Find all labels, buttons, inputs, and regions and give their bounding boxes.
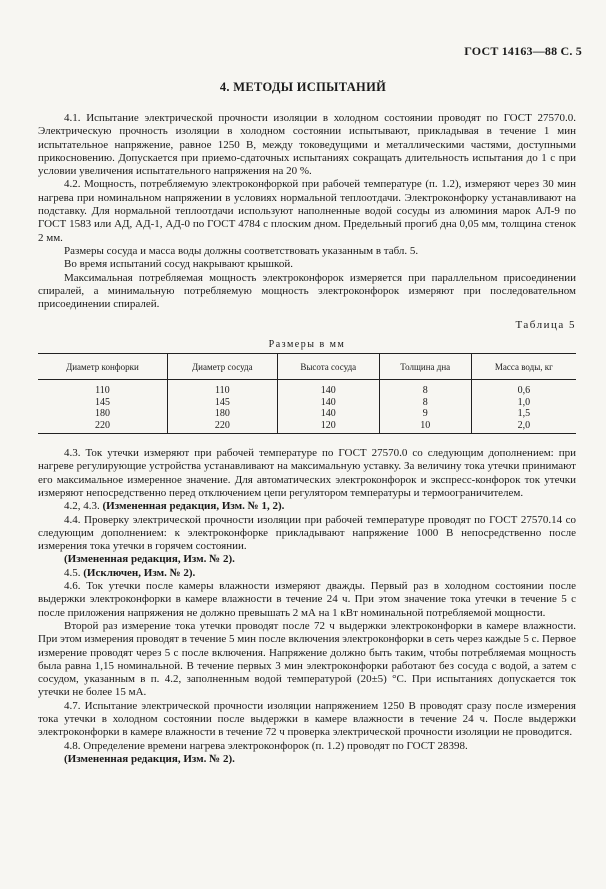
table-cell: 10 (379, 420, 471, 434)
paragraph-4-3: 4.3. Ток утечки измеряют при рабочей температуре по ГОСТ 27570.0 со следующим дополнением: при нагреве регулирующие устройства устанавливают на максимальную уставку. За величину тока утечки принимают его максимальное измеренное значение. Для автоматических электроконфорок и экспресс-конфорок ток утечки измеряют непосредственно перед отключением цепи регулятором температуры и термоограничителем. (38, 447, 576, 499)
table-cell: 8 (379, 380, 471, 397)
table-cell: 220 (38, 420, 167, 434)
table-header-row (38, 354, 576, 380)
paragraph-4-7: 4.7. Испытание электрической прочности изоляции напряжением 1250 В проводят сразу после измерения тока утечки в холодном состоянии после выдержки в камере влажности в течение 24 ч. После выдержки электроконфорки в камере влажности в течение 72 ч проверка электрической прочности изоляции не проводится. (38, 699, 576, 739)
table-cell: 180 (167, 408, 277, 420)
table-cell: 145 (94, 396, 110, 408)
table-cell: 1,5 (471, 408, 576, 420)
paragraph-4-6-second: Второй раз измерение тока утечки проводят после 72 ч выдержки электроконфорки в камере влажности. При этом измерения проводят в течение 5 мин после включения электроконфорки в сеть через каждые 5 с. Первое измерение проводят через 5 с после включения. Напряжение должно быть таким, чтобы потребляемая мощность была равна 1,15 номинальной. В течение первых 3 мин электроконфорки работают без сосуда с водой, а затем с сосудом, указанным в п. 4.2, заполненным водой температурой (20±5) °С. При испытаниях допускается ток утечки не более 15 мА. (38, 619, 576, 699)
table-cell: 110 (95, 385, 110, 397)
table-cell: 9 (379, 408, 471, 420)
col-header-water-mass: Масса воды, кг (471, 354, 576, 380)
table-units: Размеры в мм (268, 338, 346, 350)
table-cell: 180 (94, 408, 110, 420)
table-cell: 140 (277, 397, 379, 409)
page-header: ГОСТ 14163—88 С. 5 (464, 44, 582, 58)
paragraph-4-5-note: (Исключен, Изм. № 2). (83, 566, 196, 579)
col-header-vessel-height: Высота сосуда (277, 354, 379, 380)
table-cell: 220 (167, 420, 277, 434)
paragraph-4-6: 4.6. Ток утечки после камеры влажности измеряют дважды. Первый раз в холодном состоянии после выдержки электроконфорки в камере влажности в течение 24 ч. При этом значение тока утечки в течение 5 с после приложения напряжения не должно превышать 2 мА на 1 кВт номинальной потребляемой мощности. (38, 580, 576, 619)
paragraph-4-8: 4.8. Определение времени нагрева электроконфорок (п. 1.2) проводят по ГОСТ 28398. (64, 739, 468, 752)
col-header-vessel-diameter: Диаметр сосуда (167, 354, 277, 380)
paragraph-4-2: 4.2. Мощность, потребляемую электроконфоркой при рабочей температуре (п. 1.2), измеряют через 30 мин нагрева при номинальном напряжении в условиях нормальной теплоотдачи. Электроконфорку устанавливают на подставку. Для нормальной теплоотдачи используют наполненные водой сосуды из алюминия марок АЛ-9 по ГОСТ 1583 или АД, АД-1, АД-0 по ГОСТ 4784 с плоским дном. Предельный прогиб дна 0,05 мм, толщина стенок 2 мм. (38, 178, 576, 244)
table-cell: 120 (277, 420, 379, 434)
table-cell: 8 (379, 397, 471, 409)
paragraph-4-4: 4.4. Проверку электрической прочности изоляции при рабочей температуре проводят по ГОСТ 27570.14 со следующим дополнением: к электроконфорке прикладывают напряжение 1000 В непосредственно после измерения тока утечки в горячем состоянии. (38, 513, 576, 553)
paragraph-vessel-size: Размеры сосуда и масса воды должны соответствовать указанным в табл. 5. (64, 244, 419, 257)
paragraph-4-5-ref: 4.5. (64, 566, 81, 579)
table-cell: 2,0 (471, 420, 576, 434)
amendment-note: (Измененная редакция, Изм. № 1, 2). (102, 500, 285, 513)
table-row (38, 408, 576, 420)
amendment-4-4: (Измененная редакция, Изм. № 2). (64, 553, 235, 566)
table-row (38, 397, 576, 409)
table-row (38, 380, 576, 397)
table-caption: Таблица 5 (515, 319, 576, 332)
table-cell: 1,0 (471, 397, 576, 409)
amendment-4-8: (Измененная редакция, Изм. № 2). (64, 752, 235, 765)
paragraph-max-power: Максимальная потребляемая мощность электроконфорок измеряется при параллельном присоединении спиралей, а минимальную потребляемую мощность электроконфорок измеряют при последовательном присоединении спиралей. (38, 271, 576, 311)
table-cell: 140 (277, 380, 379, 397)
document-body (38, 112, 576, 766)
paragraph-4-5 (38, 567, 576, 580)
amendment-4-2-4-3 (38, 500, 576, 513)
table-cell: 145 (167, 397, 277, 409)
table-cell: 110 (167, 380, 277, 397)
col-header-bottom-thickness: Толщина дна (379, 354, 471, 380)
amendment-ref: 4.2, 4.3. (64, 500, 100, 513)
table-5 (38, 353, 576, 434)
paragraph-vessel-lid: Во время испытаний сосуд накрывают крышкой. (64, 258, 293, 271)
col-header-burner-diameter: Диаметр конфорки (38, 354, 167, 380)
paragraph-4-1: 4.1. Испытание электрической прочности изоляции в холодном состоянии проводят по ГОСТ 27570.0. Электрическую прочность изоляции в холодном состоянии испытывают, прикладывая в течение 1 мин испытательное напряжение, равное 1250 В, между токоведущими и металлическими частями, доступными прикосновению. Допускается при приемо-сдаточных испытаниях сокращать длительность испытания до 1 с при условии увеличения испытательного напряжения на 20 %. (38, 112, 576, 178)
table-row (38, 420, 576, 434)
table-cell: 140 (277, 408, 379, 420)
table-cell: 0,6 (471, 380, 576, 397)
section-title: 4. МЕТОДЫ ИСПЫТАНИЙ (219, 80, 387, 94)
